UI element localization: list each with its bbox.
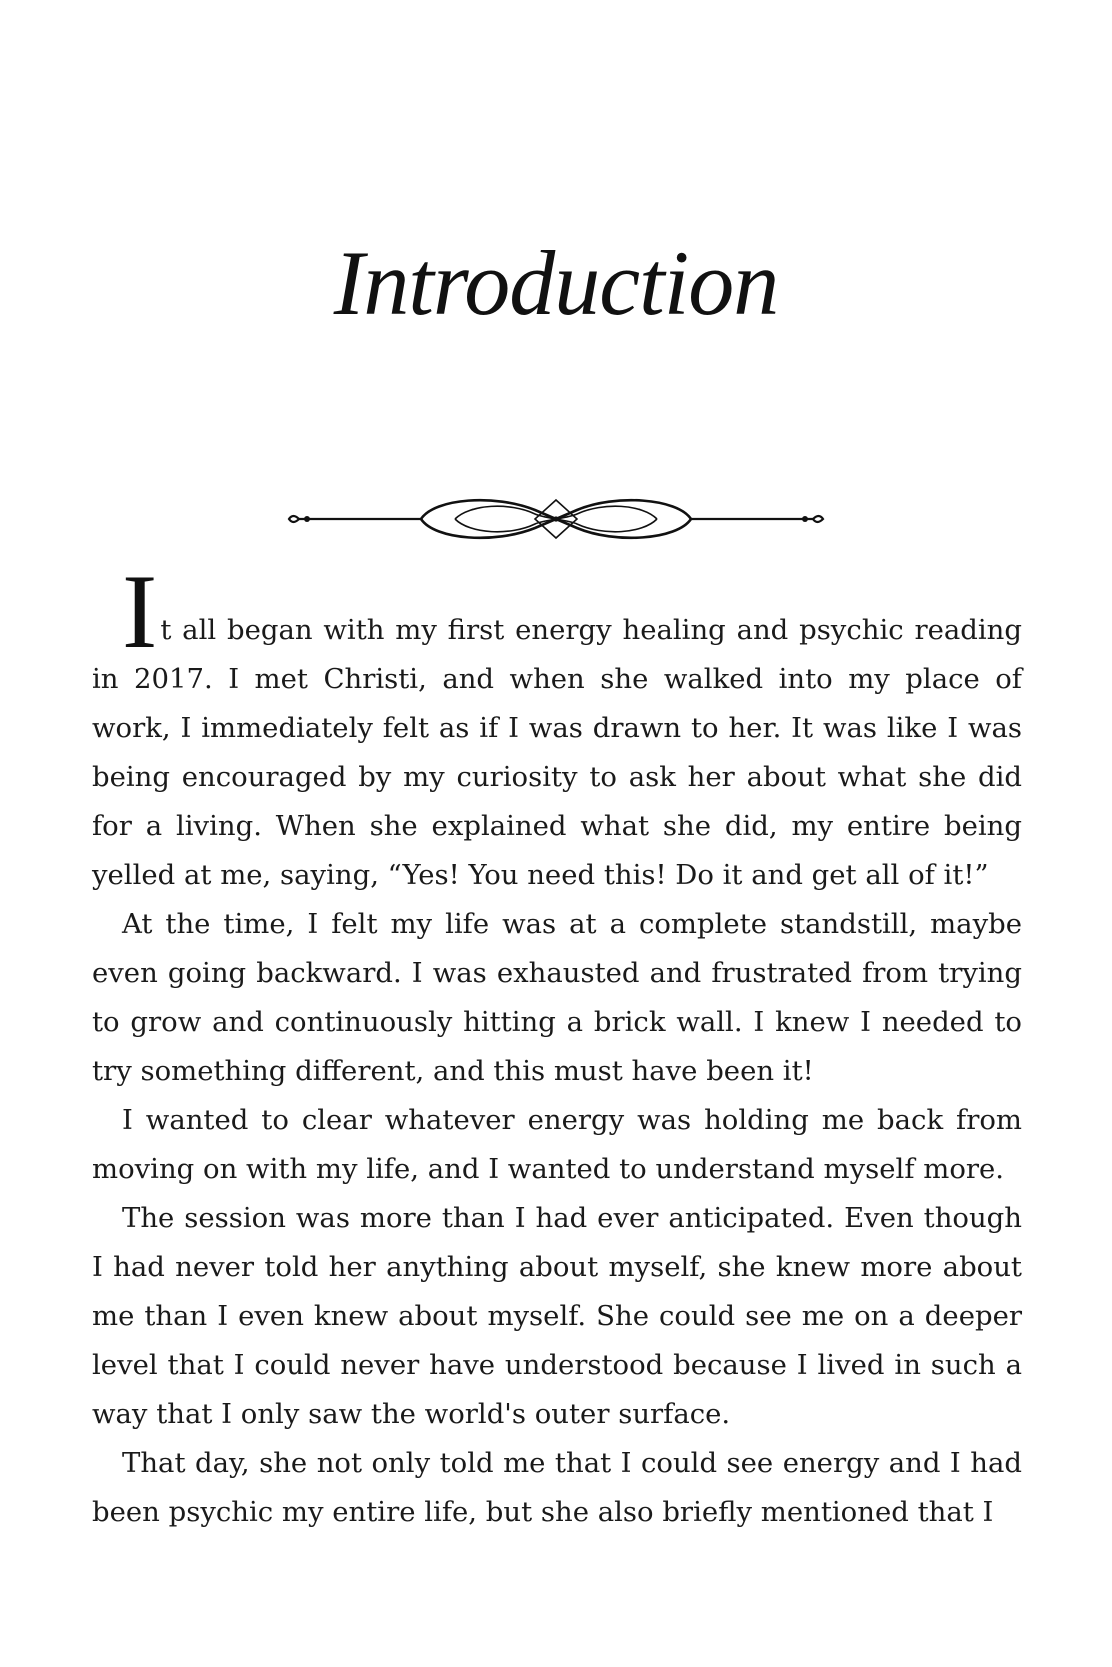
paragraph <box>92 553 1022 900</box>
drop-cap: I <box>122 553 158 670</box>
paragraph: The session was more than I had ever anticipated. Even though I had never told her anything about myself, she knew more about me than I even knew about myself. She could see me on a deeper level that I could never have understood because I lived in such a way that I only saw the world's outer surface. <box>92 1202 1022 1430</box>
paragraph: I wanted to clear whatever energy was holding me back from moving on with my life, and I wanted to understand myself more. <box>92 1104 1022 1185</box>
paragraph-text: t all began with my first energy healing and psychic reading in 2017. I met Christi, and when she walked into my place of work, I immediately felt as if I was drawn to her. It was like I was being encouraged by my curiosity to ask her about what she did for a living. When she explained what she did, my entire being yelled at me, saying, “Yes! You need this! Do it and get all of it!” <box>92 614 1022 891</box>
paragraph: At the time, I felt my life was at a complete standstill, maybe even going backward. I was exhausted and frustrated from trying to grow and continuously hitting a brick wall. I knew I needed to try something different, and this must have been it! <box>92 908 1022 1087</box>
flourish-divider-icon <box>285 488 827 550</box>
chapter-body <box>92 553 1022 1537</box>
chapter-title: Introduction <box>333 232 779 334</box>
paragraph: That day, she not only told me that I could see energy and I had been psychic my entire life, but she also briefly mentioned that I <box>92 1447 1022 1528</box>
